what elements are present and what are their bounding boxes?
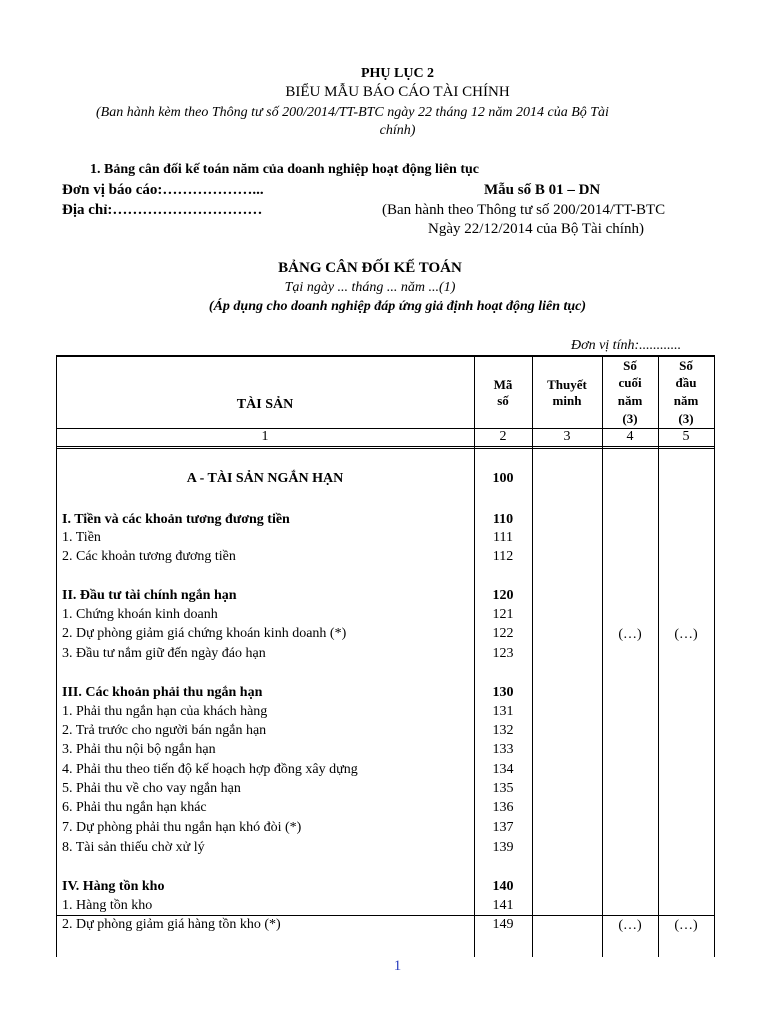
header-note-1: Thuyết [547, 377, 587, 392]
table-row-code: 139 [492, 840, 514, 855]
value-122-begin: (…) [674, 627, 698, 642]
table-row-code: 136 [492, 800, 514, 815]
table-row-label: IV. Hàng tồn kho [62, 879, 165, 894]
header-code-1: Mã [493, 377, 513, 392]
form-number: Mẫu số B 01 – DN [484, 182, 601, 198]
value-122-end: (…) [618, 627, 642, 642]
currency-unit: Đơn vị tính:............ [571, 338, 682, 353]
table-row-label: 1. Hàng tồn kho [62, 898, 153, 913]
table-row-code: 140 [492, 879, 514, 894]
table-row-label: 1. Tiền [62, 530, 101, 545]
report-date-line: Tại ngày ... tháng ... năm ...(1) [284, 280, 456, 295]
table-row-code: 122 [492, 626, 514, 641]
table-row-code: 132 [492, 723, 514, 738]
table-row-label: 8. Tài sản thiếu chờ xử lý [62, 840, 205, 855]
form-issued-2: Ngày 22/12/2014 của Bộ Tài chính) [428, 221, 644, 237]
header-code-2: số [497, 393, 509, 408]
table-row-code: 123 [492, 646, 514, 661]
form-issued-1: (Ban hành theo Thông tư số 200/2014/TT-BTC [382, 202, 666, 218]
report-title: BẢNG CÂN ĐỐI KẾ TOÁN [278, 260, 462, 276]
col-number-1: 1 [261, 429, 269, 444]
table-row-code: 112 [492, 549, 514, 564]
section-heading: 1. Bảng cân đối kế toán năm của doanh nghiệp hoạt động liên tục [90, 162, 479, 177]
table-row-code: 137 [492, 820, 514, 835]
section-a-code: 100 [492, 471, 514, 486]
table-row-label: 5. Phải thu về cho vay ngắn hạn [62, 781, 241, 796]
header-end-1: Số [623, 358, 637, 373]
table-row-label: III. Các khoản phải thu ngắn hạn [62, 685, 263, 700]
page-number: 1 [393, 958, 402, 974]
col-number-4: 4 [626, 429, 634, 444]
col-number-2: 2 [499, 429, 507, 444]
table-row-label: 2. Dự phòng giảm giá hàng tồn kho (*) [62, 917, 281, 932]
header-begin-4: (3) [678, 411, 694, 426]
table-row-code: 121 [492, 607, 514, 622]
header-begin-3: năm [673, 393, 699, 408]
address-line: Địa chỉ:………………………… [62, 202, 263, 218]
table-row-label: 7. Dự phòng phải thu ngắn hạn khó đòi (*) [62, 820, 302, 835]
appendix-label: PHỤ LỤC 2 [360, 66, 435, 81]
table-row-code: 111 [493, 530, 513, 545]
reporting-unit: Đơn vị báo cáo:………………... [62, 182, 264, 198]
header-end-2: cuối [618, 375, 642, 390]
value-149-begin: (…) [674, 918, 698, 933]
table-row-label: 3. Phải thu nội bộ ngắn hạn [62, 742, 216, 757]
table-row-label: 6. Phải thu ngắn hạn khác [62, 800, 207, 815]
table-row-code: 133 [492, 742, 514, 757]
table-row-label: 2. Trả trước cho người bán ngắn hạn [62, 723, 267, 738]
header-note-2: minh [552, 393, 582, 408]
table-row-code: 120 [492, 588, 514, 603]
col-number-3: 3 [563, 429, 571, 444]
header-end-3: năm [617, 393, 643, 408]
table-row-code: 130 [492, 685, 514, 700]
document-title: BIỂU MẪU BÁO CÁO TÀI CHÍNH [285, 84, 510, 100]
table-row-label: 2. Dự phòng giảm giá chứng khoán kinh doanh (*) [62, 626, 347, 641]
table-row-label: 1. Chứng khoán kinh doanh [62, 607, 218, 622]
table-row-code: 131 [492, 704, 514, 719]
table-row-label: 3. Đầu tư nắm giữ đến ngày đáo hạn [62, 646, 266, 661]
table-row-label: 2. Các khoản tương đương tiền [62, 549, 236, 564]
issued-line-2: chính) [379, 123, 416, 138]
col-number-5: 5 [682, 429, 690, 444]
header-begin-2: đầu [675, 375, 697, 390]
value-149-end: (…) [618, 918, 642, 933]
header-begin-1: Số [679, 358, 693, 373]
table-row-code: 110 [492, 512, 514, 527]
issued-line-1: (Ban hành kèm theo Thông tư số 200/2014/TT-BTC ngày 22 tháng 12 năm 2014 của Bộ Tài [96, 105, 609, 120]
table-row-code: 141 [492, 898, 514, 913]
table-row-code: 134 [492, 762, 514, 777]
table-row-label: II. Đầu tư tài chính ngắn hạn [62, 588, 237, 603]
table-row-label: I. Tiền và các khoản tương đương tiền [62, 512, 290, 527]
table-row-label: 1. Phải thu ngắn hạn của khách hàng [62, 704, 268, 719]
table-row-code: 149 [492, 917, 514, 932]
header-end-4: (3) [622, 411, 638, 426]
table-row-code: 135 [492, 781, 514, 796]
report-applies: (Áp dụng cho doanh nghiệp đáp ứng giả định hoạt động liên tục) [208, 299, 587, 314]
table-row-label: 4. Phải thu theo tiến độ kế hoạch hợp đồng xây dựng [62, 762, 358, 777]
header-assets: TÀI SẢN [236, 397, 294, 412]
section-a-title: A - TÀI SẢN NGẮN HẠN [186, 471, 344, 486]
